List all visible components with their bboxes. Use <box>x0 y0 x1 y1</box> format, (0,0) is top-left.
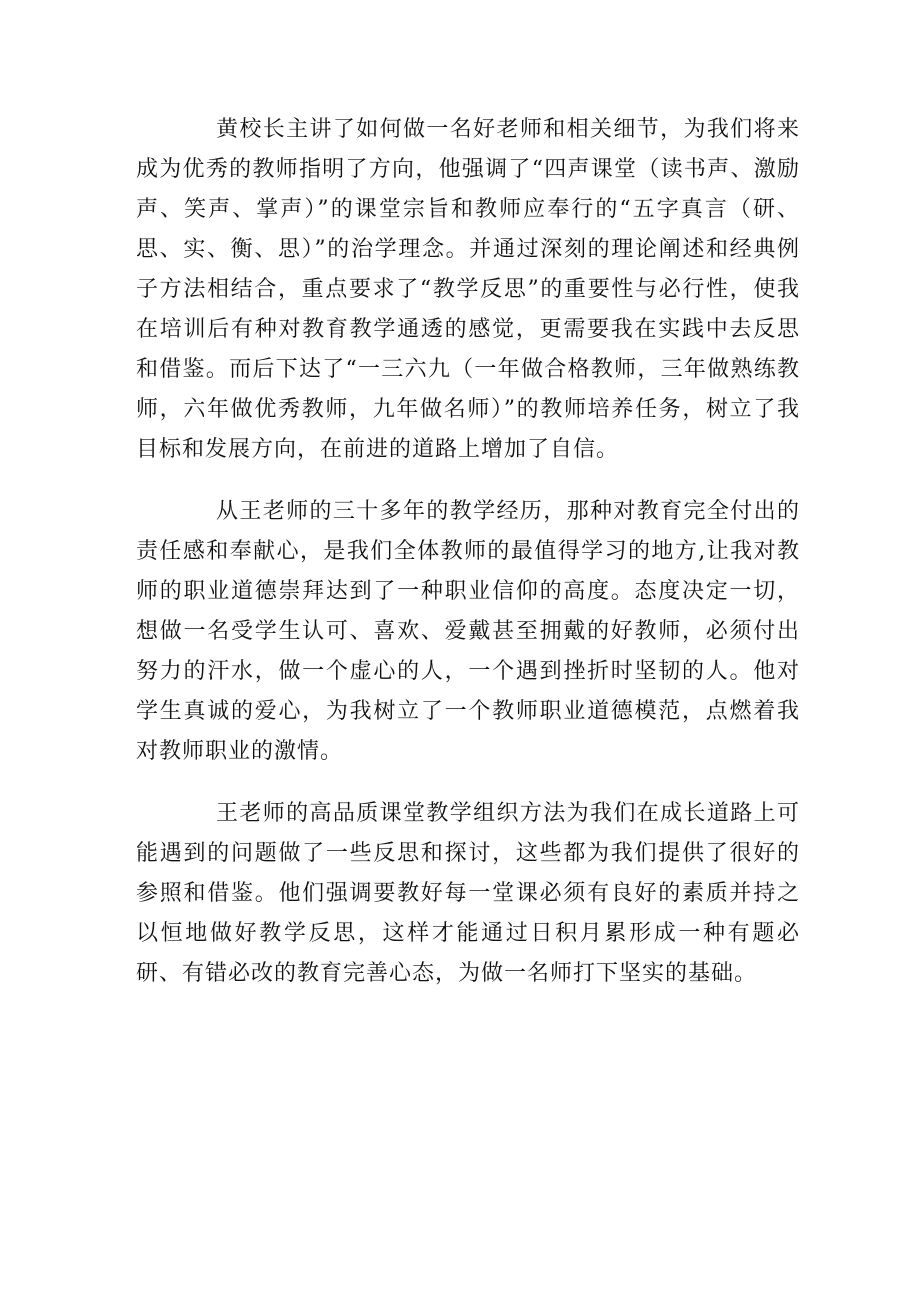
paragraph-2: 从王老师的三十多年的教学经历，那种对教育完全付出的责任感和奉献心，是我们全体教师的最值得学习的地方,让我对教师的职业道德崇拜达到了一种职业信仰的高度。态度决定一切，想做一名受学生认可、喜欢、爱戴甚至拥戴的好教师，必须付出努力的汗水，做一个虚心的人，一个遇到挫折时坚韧的人。他对学生真诚的爱心，为我树立了一个教师职业道德模范，点燃着我对教师职业的激情。 <box>136 499 800 764</box>
paragraph-1: 黄校长主讲了如何做一名好老师和相关细节，为我们将来成为优秀的教师指明了方向，他强调了“四声课堂（读书声、激励声、笑声、掌声）”的课堂宗旨和教师应奉行的“五字真言（研、思、实、衡、思）”的治学理念。并通过深刻的理论阐述和经典例子方法相结合，重点要求了“教学反思”的重要性与必行性，使我在培训后有种对教育教学通透的感觉，更需要我在实践中去反思和借鉴。而后下达了“一三六九（一年做合格教师，三年做熟练教师，六年做优秀教师，九年做名师）”的教师培养任务，树立了我目标和发展方向，在前进的道路上增加了自信。 <box>136 117 800 462</box>
document-body <box>136 110 800 1016</box>
paragraph-3: 王老师的高品质课堂教学组织方法为我们在成长道路上可能遇到的问题做了一些反思和探讨，这些都为我们提供了很好的参照和借鉴。他们强调要教好每一堂课必须有良好的素质并持之以恒地做好教学反思，这样才能通过日积月累形成一种有题必研、有错必改的教育完善心态，为做一名师打下坚实的基础。 <box>136 801 800 986</box>
